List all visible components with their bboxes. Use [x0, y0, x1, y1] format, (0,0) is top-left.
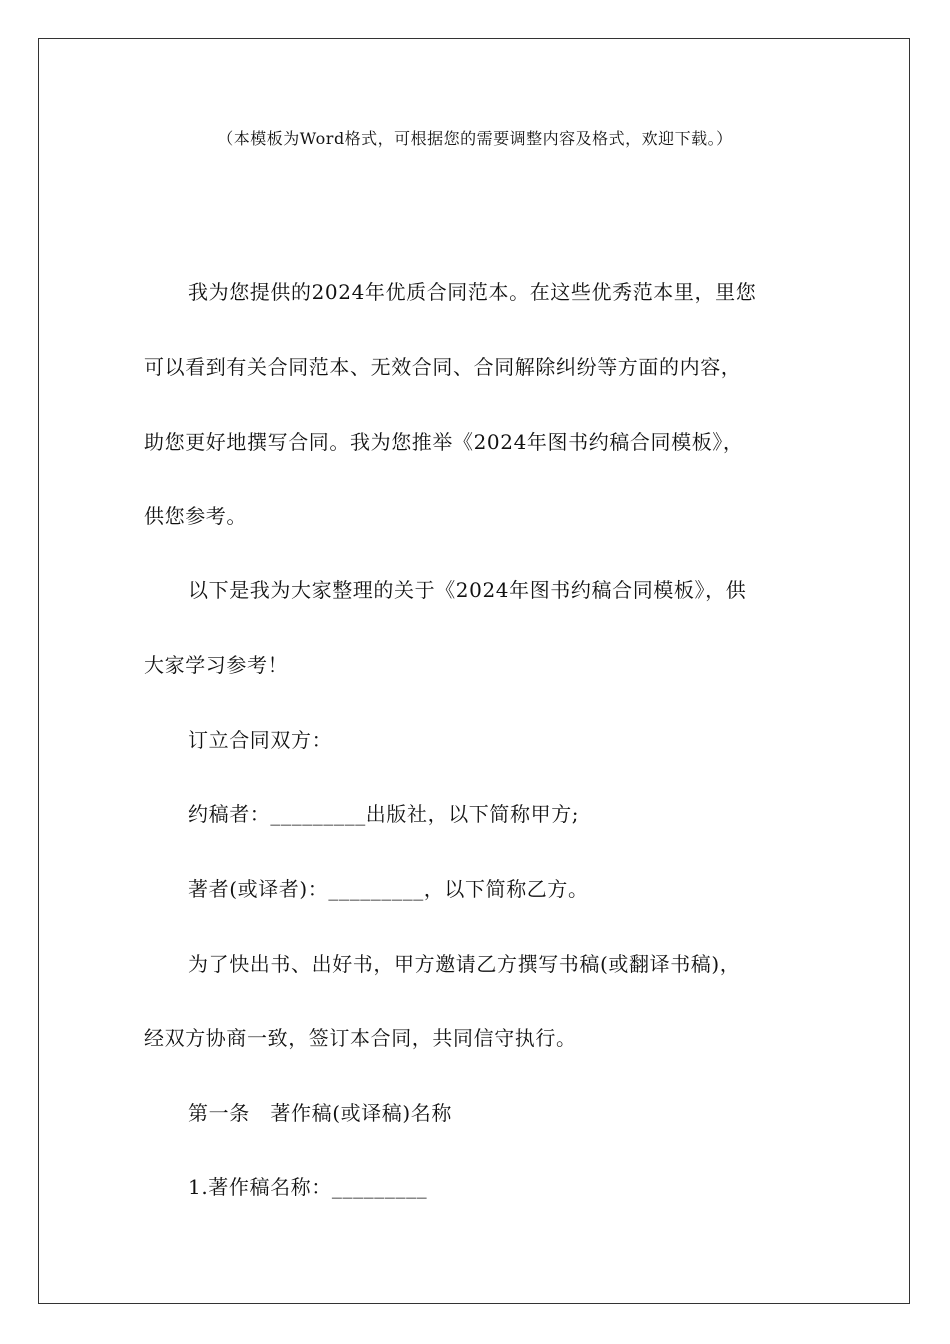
- paragraph-line-5: 以下是我为大家整理的关于《2024年图书约稿合同模板》，供: [188, 578, 747, 602]
- purpose-line-1: 为了快出书、出好书，甲方邀请乙方撰写书稿(或翻译书稿)，: [188, 952, 741, 976]
- paragraph-line-6: 大家学习参考！: [144, 653, 289, 677]
- paragraph-line-4: 供您参考。: [144, 504, 247, 528]
- purpose-line-2: 经双方协商一致，签订本合同，共同信守执行。: [144, 1026, 577, 1050]
- paragraph-line-2: 可以看到有关合同范本、无效合同、合同解除纠纷等方面的内容，: [144, 355, 742, 379]
- party-b-line: 著者(或译者)：_________，以下简称乙方。: [188, 877, 589, 901]
- paragraph-line-3: 助您更好地撰写合同。我为您推举《2024年图书约稿合同模板》，: [144, 430, 744, 454]
- paragraph-line-1: 我为您提供的2024年优质合同范本。在这些优秀范本里，里您: [188, 280, 757, 304]
- manuscript-name-line: 1.著作稿名称：_________: [188, 1175, 428, 1199]
- template-notice: （本模板为Word格式，可根据您的需要调整内容及格式，欢迎下载。）: [217, 129, 733, 148]
- article-1-heading: 第一条 著作稿(或译稿)名称: [188, 1101, 453, 1125]
- party-a-line: 约稿者：_________出版社，以下简称甲方;: [188, 802, 580, 826]
- parties-heading: 订立合同双方：: [188, 728, 333, 752]
